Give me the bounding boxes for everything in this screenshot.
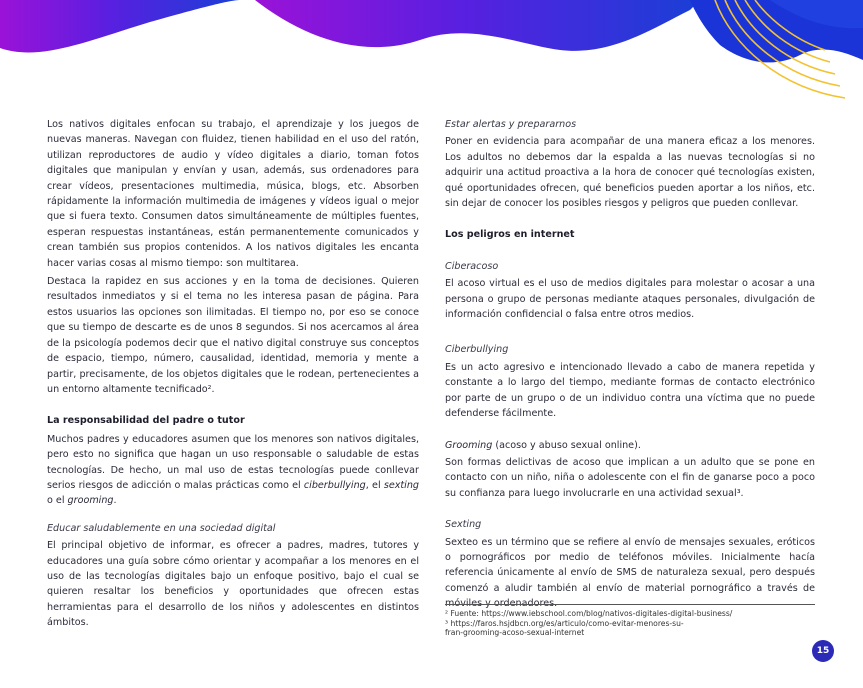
subheading-educar: Educar saludablemente en una sociedad digital bbox=[47, 522, 276, 534]
paragraph-rapidez: Destaca la rapidez en sus acciones y en la toma de decisiones. Quieren resultados inmediatos y si el tema no les interesa pasan de página. Para estos usuarios las opciones son ilimitadas. El tiempo no, por eso se conoce que su tiempo de descarte es de unos 8 segundos. Si nos acercamos al área de la psicología podemos decir que el nativo digital construye sus conceptos de espacio, tiempo, número, causalidad, identidad, memoria y mente a partir, precisamente, de los objetos digitales que le rodean, pertenecientes a un entorno altamente tecnificado². bbox=[47, 276, 419, 395]
term-grooming: grooming bbox=[67, 495, 114, 507]
term-sexting: sexting bbox=[383, 479, 420, 491]
paragraph-padres bbox=[47, 432, 419, 509]
right-column bbox=[445, 117, 815, 612]
footnotes bbox=[445, 604, 815, 638]
paragraph-alertas: Poner en evidencia para acompañar de una manera eficaz a los menores. Los adultos no debemos dar la espalda a las nuevas tecnologías si no adquirir una actitud proactiva a la hora de conocer qué tecnologías existen, qué oportunidades ofrecen, qué beneficios pueden aportar a los niños, etc. sin dejar de conocer los posibles riesgos y peligros que pueden conllevar. bbox=[445, 136, 815, 210]
term-ciberbullying: ciberbullying bbox=[303, 479, 366, 491]
paragraph-grooming: Son formas delictivas de acoso que implican a un adulto que se pone en contacto con un niño, niña o adolescente con el fin de ganarse poco a poco su confianza para luego involucrarle en una actividad sexual³. bbox=[445, 456, 815, 499]
text-segment: Muchos padres y educadores asumen que los menores son nativos digitales, pero esto no significa que hagan un uso responsable o saludable de estas tecnologías. De hecho, un mal uso de estas tecnologías puede conllevar serios riesgos de adicción o malas prácticas como el bbox=[47, 433, 419, 491]
subheading-alertas: Estar alertas y prepararnos bbox=[445, 119, 577, 130]
text-segment: , el bbox=[365, 479, 384, 491]
left-column bbox=[47, 117, 419, 631]
footnote-2: ² Fuente: https://www.iebschool.com/blog/nativos-digitales-digital-business/ bbox=[445, 609, 733, 618]
page-number-badge: 15 bbox=[812, 640, 834, 662]
footnote-3: ³ https://faros.hsjdbcn.org/es/articulo/como-evitar-menores-su- bbox=[445, 618, 684, 628]
text-segment: . bbox=[113, 495, 117, 507]
heading-responsabilidad: La responsabilidad del padre o tutor bbox=[47, 415, 245, 427]
paragraph-nativos: Los nativos digitales enfocan su trabajo, el aprendizaje y los juegos de nuevas maneras. Navegan con fluidez, tienen habilidad en el uso del ratón, utilizan reproductores de audio y vídeo digitales a diario, toman fotos digitales que manipulan y envían y usan, además, sus ordenadores para crear vídeos, presentaciones multimedia, música, blogs, etc. Absorben rápidamente la información multimedia de imágenes y vídeos igual o mejor que si fuera texto. Consumen datos simultáneamente de múltiples fuentes, esperan respuestas instantáneas, están permanentemente comunicados y crean también sus propios contenidos. A los nativos digitales les encanta hacer varias cosas al mismo tiempo: son multitarea. bbox=[47, 119, 419, 269]
paragraph-ciberbullying: Es un acto agresivo e intencionado llevado a cabo de manera repetida y constante a lo largo del tiempo, mediante formas de contacto electrónico por parte de un grupo o de un individuo contra una víctima que no puede defenderse fácilmente. bbox=[445, 361, 815, 420]
subheading-ciberbullying: Ciberbullying bbox=[445, 344, 509, 356]
subheading-sexting: Sexting bbox=[445, 519, 482, 531]
paragraph-objetivo: El principal objetivo de informar, es ofrecer a padres, madres, tutores y educadores una guía sobre cómo orientar y acompañar a los menores en el uso de las tecnologías digitales bajo un enfoque positivo, bajo el cual se quieren resaltar los beneficios y oportunidades que ofrecen estas herramientas para el desarrollo de los niños y adolescentes en distintos ámbitos. bbox=[47, 540, 419, 629]
subheading-grooming bbox=[445, 438, 815, 453]
paragraph-ciberacoso: El acoso virtual es el uso de medios digitales para molestar o acosar a una persona o grupo de personas mediante ataques personales, divulgación de información confidencial o falsa entre otros medios. bbox=[445, 278, 815, 321]
term-grooming-title: Grooming bbox=[445, 439, 493, 451]
heading-peligros: Los peligros en internet bbox=[445, 229, 575, 241]
header-banner-graphic bbox=[0, 0, 863, 120]
paragraph-sexting: Sexteo es un término que se refiere al envío de mensajes sexuales, eróticos o pornográficos por medio de teléfonos móviles. Inicialmente hacía referencia únicamente al envío de SMS de naturaleza sexual, pero después comenzó a aludir también al envío de material pornográfico a través de móviles y ordenadores. bbox=[445, 536, 815, 610]
subheading-ciberacoso: Ciberacoso bbox=[445, 260, 499, 272]
text-segment: o el bbox=[47, 495, 68, 507]
grooming-title-rest: (acoso y abuso sexual online). bbox=[492, 439, 641, 451]
footnote-3-continued: fran-grooming-acoso-sexual-internet bbox=[445, 628, 585, 638]
